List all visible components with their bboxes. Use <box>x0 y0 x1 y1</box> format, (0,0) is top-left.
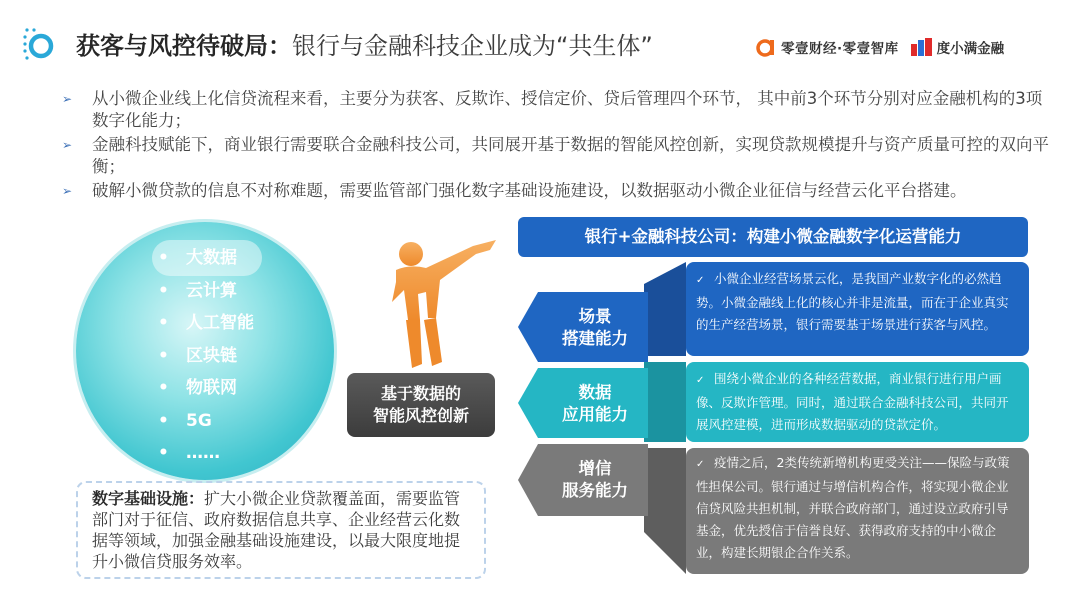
check-icon: ✓ <box>696 275 705 286</box>
title-rest: 银行与金融科技企业成为“共生体” <box>292 32 653 60</box>
tech-item: • 5G <box>158 410 212 431</box>
duxiaoman-logo-icon <box>911 38 933 56</box>
bullet-item: ➢ 金融科技赋能下，商业银行需要联合金融科技公司，共同展开基于数据的智能风控创新，实现贷款规模提升与资产质量可控的双向平衡； <box>62 135 1049 176</box>
tech-item: • 人工智能 <box>158 313 254 333</box>
bullet-item: ➢ 从小微企业线上化信贷流程来看，主要分为获客、反欺诈、授信定价、贷后管理四个环节， 其中前3个环节分别对应金融机构的3项数字化能力； <box>62 89 1043 130</box>
tech-item: • 云计算 <box>158 280 237 301</box>
page-title <box>76 31 653 61</box>
lingyi-logo-icon <box>756 37 776 57</box>
infrastructure-note <box>76 481 486 579</box>
tech-item: • 物联网 <box>158 378 237 398</box>
title-logo-icon <box>22 26 54 62</box>
capability-banner: 银行+金融科技公司：构建小微金融数字化运营能力 <box>518 217 1028 257</box>
tech-item: • 区块链 <box>158 345 237 366</box>
check-icon: ✓ <box>696 375 705 386</box>
tier-desc-scene: ✓ 小微企业经营场景云化，是我国产业数字化的必然趋势。小微金融线上化的核心并非是流量，而在于企业真实的生产经营场景，银行需要基于场景进行获客与风控。 <box>686 262 1029 356</box>
brand-name-lingyi: 零壹财经·零壹智库 <box>781 41 899 57</box>
check-icon: ✓ <box>696 459 705 470</box>
bullet-arrow-icon: ➢ <box>62 184 73 198</box>
tier-label-scene: 场景 搭建能力 <box>562 307 628 348</box>
title-bold: 获客与风控待破局： <box>76 32 292 60</box>
tier-desc-data: ✓ 围绕小微企业的各种经营数据，商业银行进行用户画像、反欺诈管理。同时，通过联合金融科技公司，共同开展风控建模，进而形成数据驱动的贷款定价。 <box>686 362 1029 442</box>
tech-item: • …… <box>158 443 220 463</box>
tier-connector <box>644 262 686 356</box>
tier-label-credit: 增信 服务能力 <box>562 459 628 500</box>
bullet-item: ➢ 破解小微贷款的信息不对称难题，需要监管部门强化数字基础设施建设，以数据驱动小微企业征信与经营云化平台搭建。 <box>62 181 967 200</box>
tech-list <box>158 242 254 470</box>
brand-bar <box>756 36 1004 58</box>
brand-name-duxiaoman: 度小满金融 <box>936 41 1005 57</box>
tier-desc-credit: ✓ 疫情之后，2类传统新增机构更受关注——保险与政策性担保公司。银行通过与增信机构合作，将实现小微企业信贷风险共担机制，并联合政府部门，通过设立政府引导基金，优先授信于信誉良好、获得政府支持的中小微企业，构建长期银企合作关系。 <box>686 448 1029 574</box>
tier-label-data: 数据 应用能力 <box>562 383 628 424</box>
bullet-list <box>62 88 1052 204</box>
tier-connector <box>644 448 686 574</box>
infobox-text: 扩大小微企业贷款覆盖面，需要监管部门对于征信、政府数据信息共享、企业经营云化数据等领域，加强金融基础设施建设，以最大限度地提升小微信贷服务效率。 <box>92 489 461 571</box>
tier-connector <box>644 362 686 442</box>
infobox-key: 数字基础设施： <box>92 489 205 508</box>
bullet-arrow-icon: ➢ <box>62 138 73 152</box>
smart-risk-control-label: 基于数据的 智能风控创新 <box>347 373 495 437</box>
tech-item: • 大数据 <box>158 248 237 268</box>
pointing-person-icon <box>378 232 498 372</box>
bullet-arrow-icon: ➢ <box>62 92 73 106</box>
